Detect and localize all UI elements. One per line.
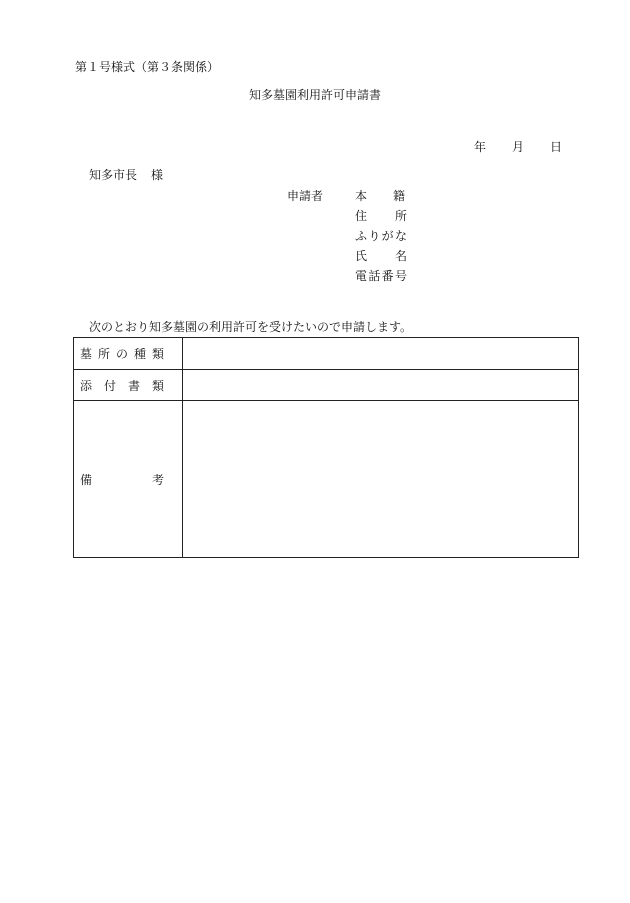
table-row [74,401,579,558]
addressee-name: 知多市長 [89,168,138,182]
applicant-field-name: 氏 名 [355,249,407,263]
addressee-honorific: 様 [151,168,164,182]
intro-text: 次のとおり知多墓園の利用許可を受けたいので申請します。 [89,320,413,334]
table-row [74,338,579,370]
row-label-grave-type: 墓所の種類 [74,338,183,370]
year-label: 年 [474,140,487,154]
applicant-field-furigana: ふりがな [355,229,407,243]
remarks-field[interactable] [183,401,579,558]
date-line [474,140,562,154]
applicant-field-address: 住 所 [355,209,407,223]
attachments-field[interactable] [183,370,579,401]
applicant-label: 申請者 [287,189,324,203]
document-title: 知多墓園利用許可申請書 [248,88,381,102]
table-row [74,370,579,401]
grave-type-field[interactable] [183,338,579,370]
addressee [89,168,163,182]
month-label: 月 [512,140,525,154]
applicant-field-phone: 電話番号 [355,269,407,283]
applicant-field-honseki: 本 籍 [355,189,407,203]
day-label: 日 [550,140,563,154]
row-label-attachments: 添付書類 [74,370,183,401]
row-label-remarks: 備考 [74,401,183,558]
application-table [73,337,579,558]
form-number: 第１号様式（第３条関係） [75,60,220,74]
